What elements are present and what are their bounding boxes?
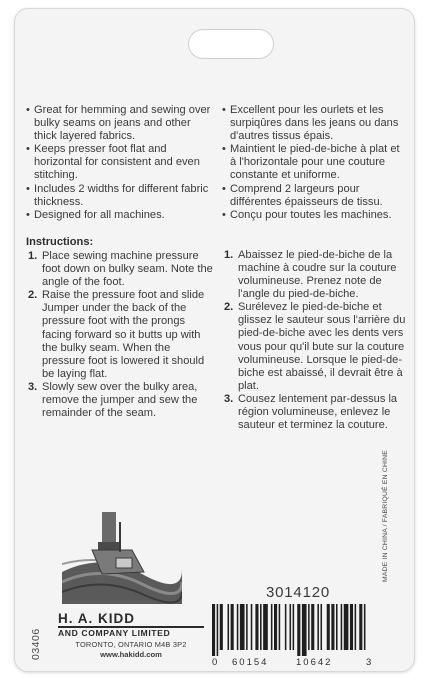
barcode-bar: [364, 604, 366, 650]
brand-block: [58, 612, 208, 659]
step-item: [222, 301, 408, 393]
step-number: 3.: [224, 392, 234, 405]
feature-item: • Designed for all machines.: [26, 209, 214, 222]
presser-foot-illustration: [62, 512, 182, 604]
barcode-bar: [285, 604, 287, 650]
step-text: Raise the pressure foot and slide Jumper under the back of the pressure foot with the prongs facing forward so it butts up with the bulky seam. When the pressure foot is lowered it should be laying flat.: [42, 289, 205, 380]
barcode-bar: [228, 604, 230, 650]
brand-address: TORONTO, ONTARIO M4B 3P2: [75, 640, 187, 649]
barcode-bar: [220, 604, 223, 650]
barcode-bar: [212, 604, 215, 656]
feature-item: • Conçu pour toutes les machines.: [222, 209, 408, 222]
barcode-bar: [274, 604, 277, 650]
barcode-bar: [237, 604, 239, 650]
product-number: 3014120: [266, 584, 330, 601]
barcode-digits-left: 60154: [232, 657, 269, 668]
package-code: 03406: [30, 628, 42, 660]
brand-website: www.hakidd.com: [100, 650, 162, 659]
step-item: [26, 289, 214, 381]
step-text: Place sewing machine pressure foot down on bulky seam. Note the angle of the foot.: [42, 249, 213, 289]
barcode-bar: [231, 604, 234, 650]
barcode-bar: [359, 604, 362, 650]
made-in-label: MADE IN CHINA / FABRIQUÉ EN CHINE: [382, 450, 389, 582]
barcode-bar: [341, 604, 343, 650]
english-column: [26, 104, 214, 420]
barcode-bar: [331, 604, 334, 650]
step-item: [26, 250, 214, 289]
barcode-bar: [240, 604, 245, 650]
step-number: 2.: [28, 289, 38, 302]
barcode-bar: [297, 604, 300, 656]
step-item: [26, 381, 214, 420]
french-feature-list: [222, 104, 408, 222]
step-text: Cousez lentement par-dessus la région volumineuse, enlevez le sauteur et terminez la couture.: [238, 392, 398, 432]
french-column: [222, 104, 408, 432]
feature-item: • Maintient le pied-de-biche à plat et à l'horizontale pour une couture constante et uniforme.: [222, 143, 408, 182]
english-steps: [26, 250, 214, 420]
step-number: 2.: [224, 301, 234, 314]
barcode-bar: [217, 604, 219, 656]
barcode-bar: [321, 604, 323, 650]
step-text: Surélevez le pied-de-biche et glissez le sauteur sous l'arrière du pied-de-biche avec les dents vers vous pour qu'il bute sur la couture volumineuse. Lorsque le pied-de-biche est abaissé, il devrait être à plat.: [238, 301, 406, 392]
french-steps: [222, 249, 408, 432]
brand-name: H. A. KIDD: [58, 611, 135, 626]
feature-item: • Comprend 2 largeurs pour différentes épaisseurs de tissu.: [222, 183, 408, 209]
barcode-bar: [350, 604, 353, 650]
feature-item: • Great for hemming and sewing over bulky seams on jeans and other thick layered fabrics.: [26, 104, 214, 143]
barcode-bar: [263, 604, 268, 650]
barcode-bar: [246, 604, 248, 650]
feature-item: • Excellent pour les ourlets et les surpiqûres dans les jeans ou dans d'autres tissus épais.: [222, 104, 408, 143]
barcode-bar: [279, 604, 281, 650]
barcode-bar: [302, 604, 307, 656]
english-feature-list: [26, 104, 214, 222]
instructions-title: Instructions:: [26, 235, 94, 248]
step-item: [222, 393, 408, 432]
barcode-bar: [293, 604, 295, 650]
step-number: 1.: [28, 249, 38, 262]
barcode-bar: [317, 604, 319, 650]
barcode-bar: [290, 604, 292, 650]
barcode-bar: [327, 604, 330, 650]
barcode: [208, 604, 374, 656]
step-number: 3.: [28, 380, 38, 393]
barcode-digit-lead: 0: [212, 657, 218, 668]
hang-hole: [188, 29, 274, 59]
barcode-bar: [355, 604, 357, 650]
feature-item: • Includes 2 widths for different fabric thickness.: [26, 183, 214, 209]
barcode-bar: [251, 604, 253, 650]
barcode-bar: [344, 604, 349, 650]
step-item: [222, 249, 408, 301]
barcode-bar: [255, 604, 258, 650]
barcode-bar: [271, 604, 273, 650]
barcode-bar: [260, 604, 262, 650]
step-text: Abaissez le pied-de-biche de la machine à coudre sur la couture volumineuse. Prenez note de l'angle du pied-de-biche.: [238, 248, 397, 301]
brand-subtitle: AND COMPANY LIMITED: [58, 628, 171, 638]
barcode-bar: [311, 604, 314, 650]
step-text: Slowly sew over the bulky area, remove the jumper and sew the remainder of the seam.: [42, 380, 198, 420]
barcode-digits-right: 10642: [296, 657, 333, 668]
step-number: 1.: [224, 248, 234, 261]
barcode-digit-check: 3: [366, 657, 372, 668]
barcode-bar: [308, 604, 310, 650]
feature-item: • Keeps presser foot flat and horizontal for consistent and even stitching.: [26, 143, 214, 182]
barcode-bar: [336, 604, 338, 650]
